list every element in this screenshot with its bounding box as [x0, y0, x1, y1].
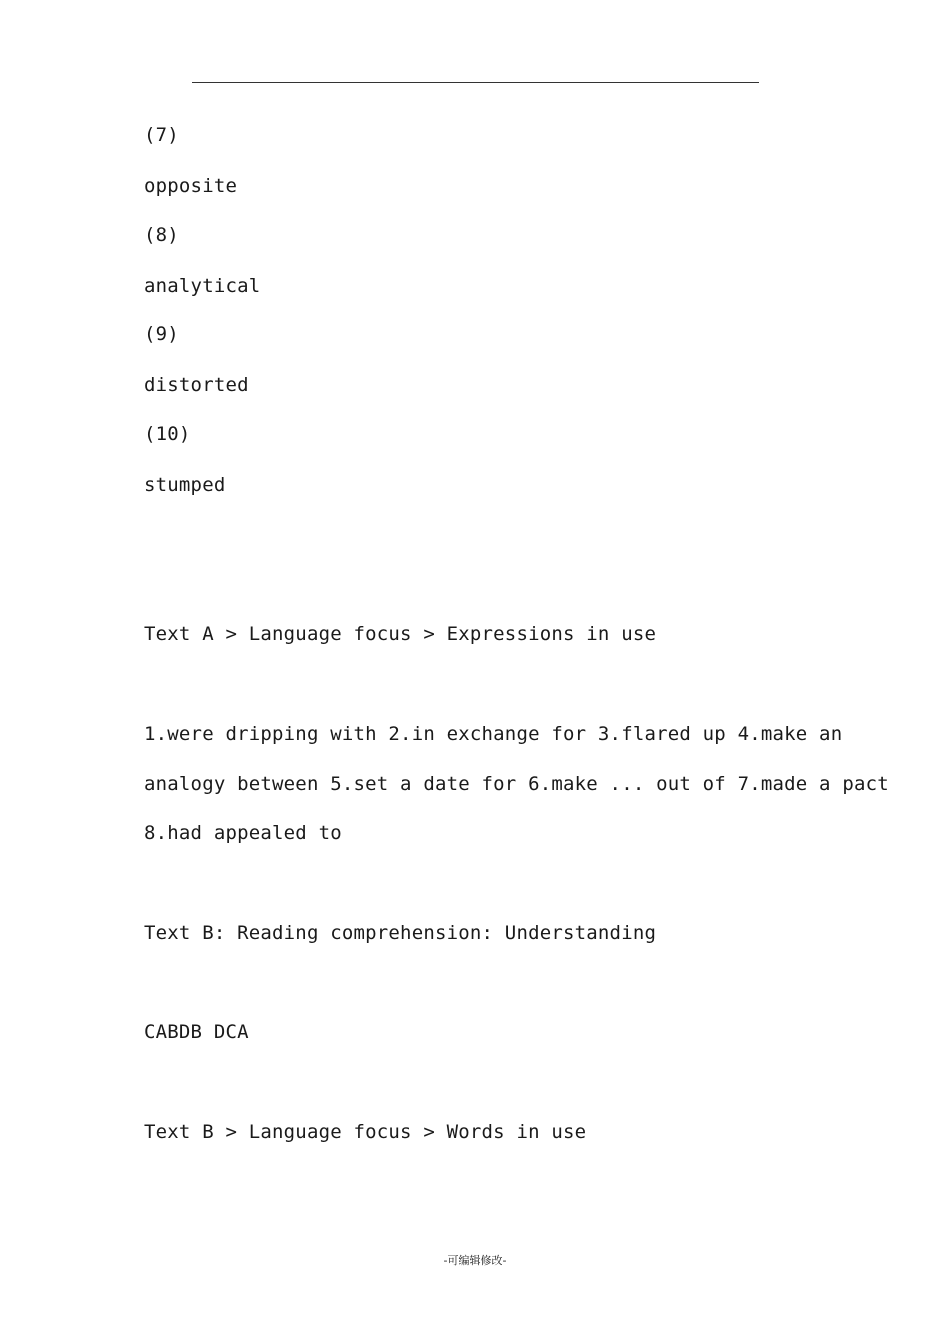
expressions-line-1: 1.were dripping with 2.in exchange for 3.flared up 4.make an: [144, 723, 843, 745]
answer-number-9: (9): [144, 323, 179, 345]
reading-answers: CABDB DCA: [144, 1021, 249, 1043]
expressions-heading: Text A > Language focus > Expressions in use: [144, 623, 657, 645]
header-rule: [192, 82, 759, 83]
words-heading: Text B > Language focus > Words in use: [144, 1121, 587, 1143]
expressions-line-3: 8.had appealed to: [144, 822, 342, 844]
answer-word-7: opposite: [144, 175, 238, 197]
answer-word-8: analytical: [144, 275, 261, 297]
answer-number-8: (8): [144, 224, 179, 246]
answer-number-10: (10): [144, 423, 191, 445]
answer-word-10: stumped: [144, 474, 226, 496]
expressions-line-2: analogy between 5.set a date for 6.make ... out of 7.made a pact: [144, 773, 889, 795]
reading-heading: Text B: Reading comprehension: Understanding: [144, 922, 657, 944]
answer-number-7: (7): [144, 124, 179, 146]
answer-word-9: distorted: [144, 374, 249, 396]
page-footer: -可编辑修改-: [443, 1254, 507, 1267]
